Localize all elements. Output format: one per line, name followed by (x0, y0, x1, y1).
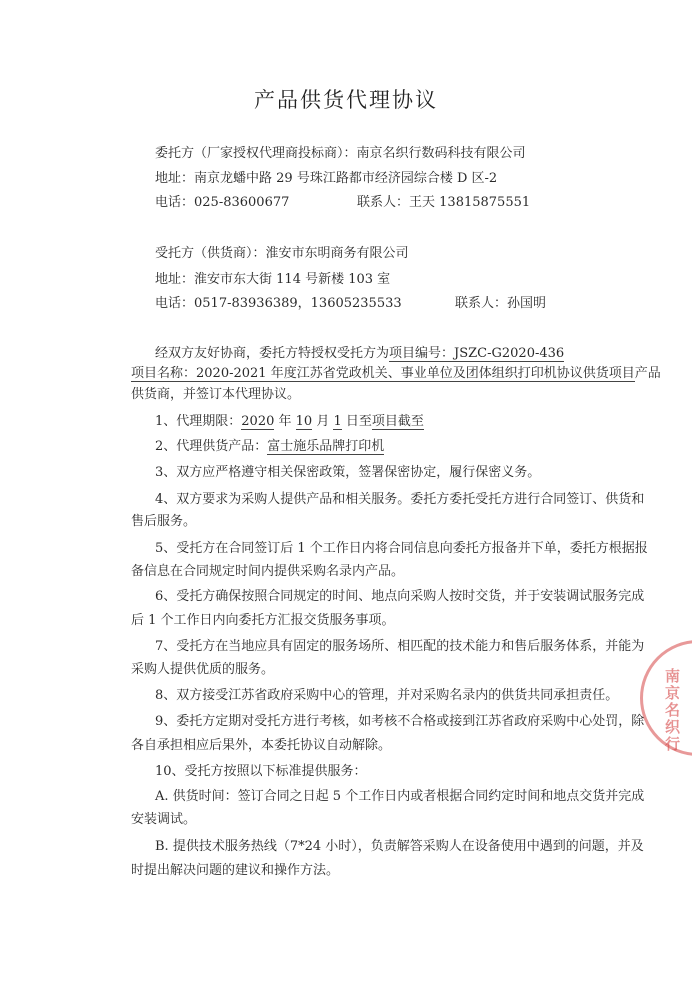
clause-2-label: 2、代理供货产品： (155, 439, 268, 454)
principal-contact-line (357, 194, 530, 212)
clause-2 (155, 438, 384, 456)
intro-line-1 (155, 345, 564, 363)
principal-phone-line (155, 194, 289, 212)
end-term: 项目截至 (371, 414, 424, 429)
clause-line: 10、受托方按照以下标准提供服务： (155, 764, 367, 779)
agent-name: 淮安市东明商务有限公司 (265, 246, 409, 261)
intro-line-2-tail: 产品 (634, 366, 661, 381)
principal-address-label: 地址： (155, 171, 195, 186)
clause-line: 4、双方要求为采购人提供产品和相关服务。委托方委托受托方进行合同签订、供货和 (155, 492, 645, 507)
clause-line: B. 提供技术服务热线（7*24 小时），负责解答采购人在设备使用中遇到的问题，并及 (155, 839, 644, 854)
principal-address-line (155, 170, 497, 188)
principal-contact: 王天 13815875551 (409, 195, 531, 210)
principal-address: 南京龙蟠中路 29 号珠江路都市经济园综合楼 D 区-2 (194, 171, 498, 186)
clause-line: 8、双方接受江苏省政府采购中心的管理，并对采购名录内的供货共同承担责任。 (155, 688, 619, 703)
clause-line: 3、双方应严格遵守相关保密政策，签署保密协定，履行保密义务。 (155, 465, 541, 480)
agent-phone-label: 电话： (155, 296, 195, 311)
agent-phone: 0517-83936389，13605235533 (194, 296, 402, 311)
clause-line: 采购人提供优质的服务。 (131, 662, 275, 677)
principal-phone: 025-83600677 (194, 195, 290, 210)
clause-1 (155, 413, 424, 431)
clause-line: 备信息在合同规定时间内提供采购名录内产品。 (131, 564, 405, 579)
clause-line: 各自承担相应后果外，本委托协议自动解除。 (131, 738, 392, 753)
clause-line: 9、委托方定期对受托方进行考核，如考核不合格或接到江苏省政府采购中心处罚，除 (155, 714, 645, 729)
principal-phone-label: 电话： (155, 195, 195, 210)
agent-contact-line (455, 295, 546, 313)
start-year: 2020 (241, 414, 275, 429)
clause-line: 后 1 个工作日内向委托方汇报交货服务事项。 (131, 613, 395, 628)
agent-contact-label: 联系人： (455, 296, 508, 311)
principal-name-label: 委托方（厂家授权代理商投标商）： (155, 146, 357, 161)
principal-name: 南京名织行数码科技有限公司 (356, 146, 526, 161)
clause-line: 安装调试。 (131, 812, 197, 827)
clause-line: A. 供货时间：签订合同之日起 5 个工作日内或者根据合同约定时间和地点交货并完成 (155, 789, 645, 804)
clause-line: 时提出解决问题的建议和操作方法。 (131, 863, 340, 878)
agent-name-line (155, 245, 409, 263)
clause-1-label: 1、代理期限： (155, 414, 242, 429)
clause-line: 7、受托方在当地应具有固定的服务场所、相匹配的技术能力和售后服务体系，并能为 (155, 639, 645, 654)
agent-phone-line (155, 295, 402, 313)
agent-contact: 孙国明 (507, 296, 547, 311)
clause-line: 6、受托方确保按照合同规定的时间、地点向采购人按时交货，并于安装调试服务完成 (155, 589, 645, 604)
document-title: 产品供货代理协议 (254, 88, 438, 112)
start-day: 1 (333, 414, 342, 429)
day-unit: 日至 (341, 414, 372, 429)
start-month: 10 (295, 414, 313, 429)
year-unit: 年 (274, 414, 296, 429)
month-unit: 月 (312, 414, 334, 429)
intro-line-2 (131, 365, 661, 383)
agent-name-label: 受托方（供货商）： (155, 246, 266, 261)
intro-line-1-text: 经双方友好协商，委托方特授权受托方为 (155, 346, 390, 361)
project-number: 项目编号：JSZC-G2020-436 (389, 346, 565, 361)
project-name: 项目名称：2020-2021 年度江苏省党政机关、事业单位及团体组织打印机协议供货项目 (131, 366, 635, 381)
clause-line: 5、受托方在合同签订后 1 个工作日内将合同信息向委托方报备并下单，委托方根据报 (155, 541, 648, 556)
agent-address-line (155, 271, 390, 289)
clause-line: 售后服务。 (131, 514, 197, 529)
principal-contact-label: 联系人： (357, 195, 410, 210)
agent-address: 淮安市东大街 114 号新楼 103 室 (194, 272, 391, 287)
product-name: 富士施乐品牌打印机 (267, 439, 385, 454)
principal-name-line (155, 145, 526, 163)
intro-line-3: 供货商，并签订本代理协议。 (131, 387, 301, 402)
agent-address-label: 地址： (155, 272, 195, 287)
seal-lettering: 南京名织行 (663, 668, 681, 753)
